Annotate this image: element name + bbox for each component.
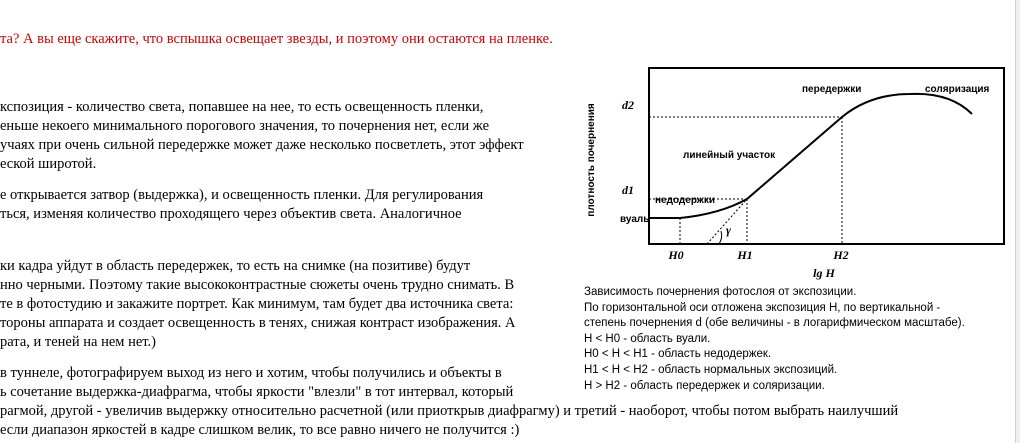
caption-line: По горизонтальной оси отложена экспозиция H, по вертикальной - xyxy=(584,301,941,314)
text-line: тороны аппарата и создает освещенность в тенях, снижая контраст изображения. А xyxy=(0,315,516,331)
text-line: те в фотостудию и закажите портрет. Как минимум, там будет два источника света: xyxy=(0,296,514,312)
y-tick-d1: d1 xyxy=(622,183,634,197)
x-axis-label: lg H xyxy=(813,266,835,280)
characteristic-curve-figure xyxy=(580,62,1020,292)
paragraph-shutter xyxy=(0,186,483,224)
text-line: кспозиция - количество света, попавшее на нее, то есть освещенность пленки, xyxy=(0,99,484,115)
text-line: еской широтой. xyxy=(0,156,97,172)
caption-line: степень почернения d (обе величины - в логарифмическом масштабе). xyxy=(584,317,965,330)
characteristic-curve-svg xyxy=(580,62,1020,292)
text-line: учаях при очень сильной передержке может даже несколько посветлеть, этот эффект xyxy=(0,137,524,153)
x-tick-h2: H2 xyxy=(833,248,849,262)
text-line: еньше некоего минимального порогового значения, то почернения нет, если же xyxy=(0,118,490,134)
y-axis-label: плотность почернения xyxy=(586,103,597,217)
vertical-scrollbar[interactable] xyxy=(1015,0,1020,443)
caption-line: H0 < H < H1 - область недодержек. xyxy=(584,348,772,361)
gamma-arc xyxy=(719,231,722,244)
text-line: в туннеле, фотографируем выход из него и хотим, чтобы получились и объекты в xyxy=(0,365,502,381)
paragraph-contrast xyxy=(0,257,516,352)
text-line: ться, изменяя количество проходящего через объектив света. Аналогичное xyxy=(0,206,462,222)
y-tick-d2: d2 xyxy=(622,98,634,112)
region-label-solarization: соляризация xyxy=(925,84,990,95)
caption-line: Зависимость почернения фотослоя от экспозиции. xyxy=(584,286,857,298)
x-tick-h1: H1 xyxy=(737,248,753,262)
text-line: рагмой, другой - увеличив выдержку относительно расчетной (или приоткрыв диафрагму) и третий - наоборот, чтобы потом выбрать наилучший xyxy=(0,403,899,419)
caption-line: H1 < H < H2 - область нормальных экспозиций. xyxy=(584,363,838,376)
paragraph-exposure xyxy=(0,98,524,174)
region-label-overexposure: передержки xyxy=(802,84,862,95)
gamma-label: γ xyxy=(726,223,731,237)
region-label-linear: линейный участок xyxy=(683,150,776,161)
text-line: если диапазон яркостей в кадре слишком велик, то все равно ничего не получится :) xyxy=(0,422,520,438)
x-tick-h0: H0 xyxy=(668,248,684,262)
region-label-underexposure: недодержки xyxy=(655,195,716,206)
caption-line: H < H0 - область вуали. xyxy=(584,332,711,345)
page-heading: та? А вы еще скажите, что вспышка освещает звезды, и поэтому они остаются на пленке. xyxy=(0,31,553,47)
text-line: нно черными. Поэтому такие высококонтрастные сюжеты очень трудно снимать. В xyxy=(0,277,515,293)
caption-line: H > H2 - область передержек и соляризации. xyxy=(584,379,825,392)
text-line: рата, и теней на нем нет.) xyxy=(0,334,156,350)
region-label-fog: вуаль xyxy=(620,214,650,225)
text-line: ь сочетание выдержка-диафрагма, чтобы яркости "влезли" в тот интервал, который xyxy=(0,384,514,400)
text-line: е открывается затвор (выдержка), и освещенность пленки. Для регулирования xyxy=(0,187,484,203)
figure-caption xyxy=(584,285,1014,394)
text-line: ки кадра уйдут в область передержек, то есть на снимке (на позитиве) будут xyxy=(0,258,471,274)
